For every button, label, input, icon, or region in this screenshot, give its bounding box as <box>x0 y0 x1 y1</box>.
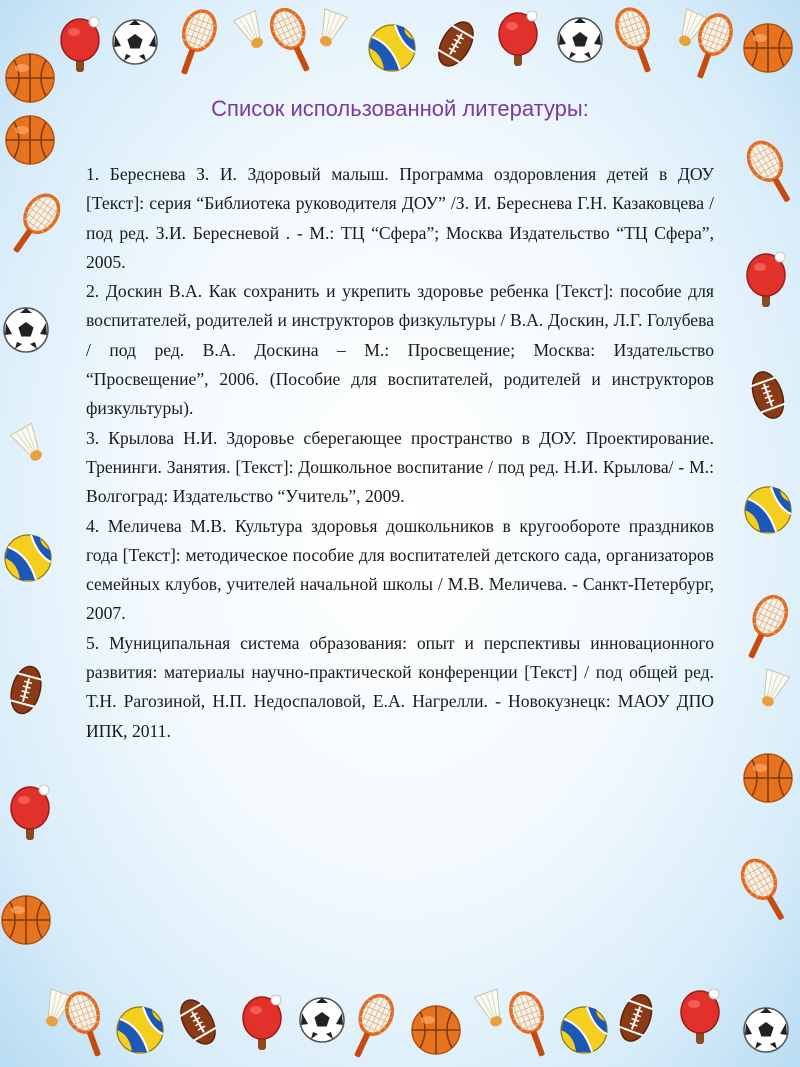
tennis-racket-icon <box>343 990 398 1062</box>
basketball-icon <box>6 116 54 164</box>
basketball-icon <box>2 896 50 944</box>
ping-pong-paddle-icon <box>681 989 719 1044</box>
reference-item: 5. Муниципальная система образования: опыт и перспективы инновационного развития: материалы научно-практической конференции [Текст] / под общей ред. Т.Н. Рагозиной, Н.П. Недоспаловой, Е.А. Нагрелли. - Новокузнецк: МАОУ ДПО ИПК, 2011. <box>86 632 714 741</box>
american-football-icon <box>174 994 222 1050</box>
soccer-ball-icon <box>744 1008 788 1052</box>
soccer-ball-icon <box>4 308 48 352</box>
tennis-racket-icon <box>742 137 800 209</box>
tennis-racket-icon <box>170 7 221 79</box>
page-title: Список использованной литературы: <box>211 96 589 121</box>
volleyball-icon <box>745 487 791 533</box>
reference-list <box>86 160 714 746</box>
reference-item: 3. Крылова Н.И. Здоровье сберегающее пространство в ДОУ. Проектирование. Тренинги. Занятия. [Текст]: Дошкольное воспитание / под ред. Н.И. Крылова/ - М.: Волгоград: Издательство “Учитель”, 2009. <box>86 427 714 507</box>
ping-pong-paddle-icon <box>243 995 281 1050</box>
shuttlecock-icon <box>755 669 790 710</box>
soccer-ball-icon <box>558 18 602 62</box>
american-football-icon <box>432 16 480 72</box>
tennis-racket-icon <box>736 855 795 927</box>
shuttlecock-icon <box>234 11 271 53</box>
american-football-icon <box>747 368 790 423</box>
tennis-racket-icon <box>737 591 792 663</box>
shuttlecock-icon <box>313 9 348 50</box>
reference-item: 1. Береснева З. И. Здоровый малыш. Программа оздоровления детей в ДОУ [Текст]: серия “Библиотека руководителя ДОУ” /З. И. Береснева Г.Н. Казаковцева / под ред. З.И. Бересневой . - М.: ТЦ “Сфера”; Москва Издательство “ТЦ Сфера”, 2005. <box>86 164 714 272</box>
tennis-racket-icon <box>3 189 65 260</box>
ping-pong-paddle-icon <box>499 11 537 66</box>
reference-item: 2. Доскин В.А. Как сохранить и укрепить здоровье ребенка [Текст]: пособие для воспитателей, родителей и инструкторов физкультуры / В.А. Доскин, Л.Г. Голубева / под ред. В.А. Доскина – М.: Просвещение; Москва: Издательство “Просвещение”, 2006. (Пособие для воспитателей, родителей и инструкторов физкультуры). <box>86 281 714 419</box>
tennis-racket-icon <box>612 5 663 77</box>
volleyball-icon <box>561 1007 607 1053</box>
tennis-racket-icon <box>506 989 557 1061</box>
ping-pong-paddle-icon <box>11 785 49 840</box>
volleyball-icon <box>369 25 415 71</box>
basketball-icon <box>412 1006 460 1054</box>
shuttlecock-icon <box>11 423 49 465</box>
basketball-icon <box>744 754 792 802</box>
ping-pong-paddle-icon <box>61 17 99 72</box>
volleyball-icon <box>117 1007 163 1053</box>
soccer-ball-icon <box>300 998 344 1042</box>
soccer-ball-icon <box>113 20 157 64</box>
american-football-icon <box>615 991 658 1046</box>
ping-pong-paddle-icon <box>747 252 785 307</box>
basketball-icon <box>6 54 54 102</box>
tennis-racket-icon <box>62 989 113 1061</box>
reference-item: 4. Меличева М.В. Культура здоровья дошкольников в кругообороте праздников года [Текст]: методическое пособие для воспитателей детского сада, организаторов семейных клубов, учителей начальной школы / М.В. Меличева. - Санкт-Петербург, 2007. <box>86 515 714 624</box>
tennis-racket-icon <box>266 4 321 76</box>
american-football-icon <box>6 663 45 717</box>
shuttlecock-icon <box>475 989 510 1030</box>
volleyball-icon <box>5 535 51 581</box>
basketball-icon <box>744 24 792 72</box>
